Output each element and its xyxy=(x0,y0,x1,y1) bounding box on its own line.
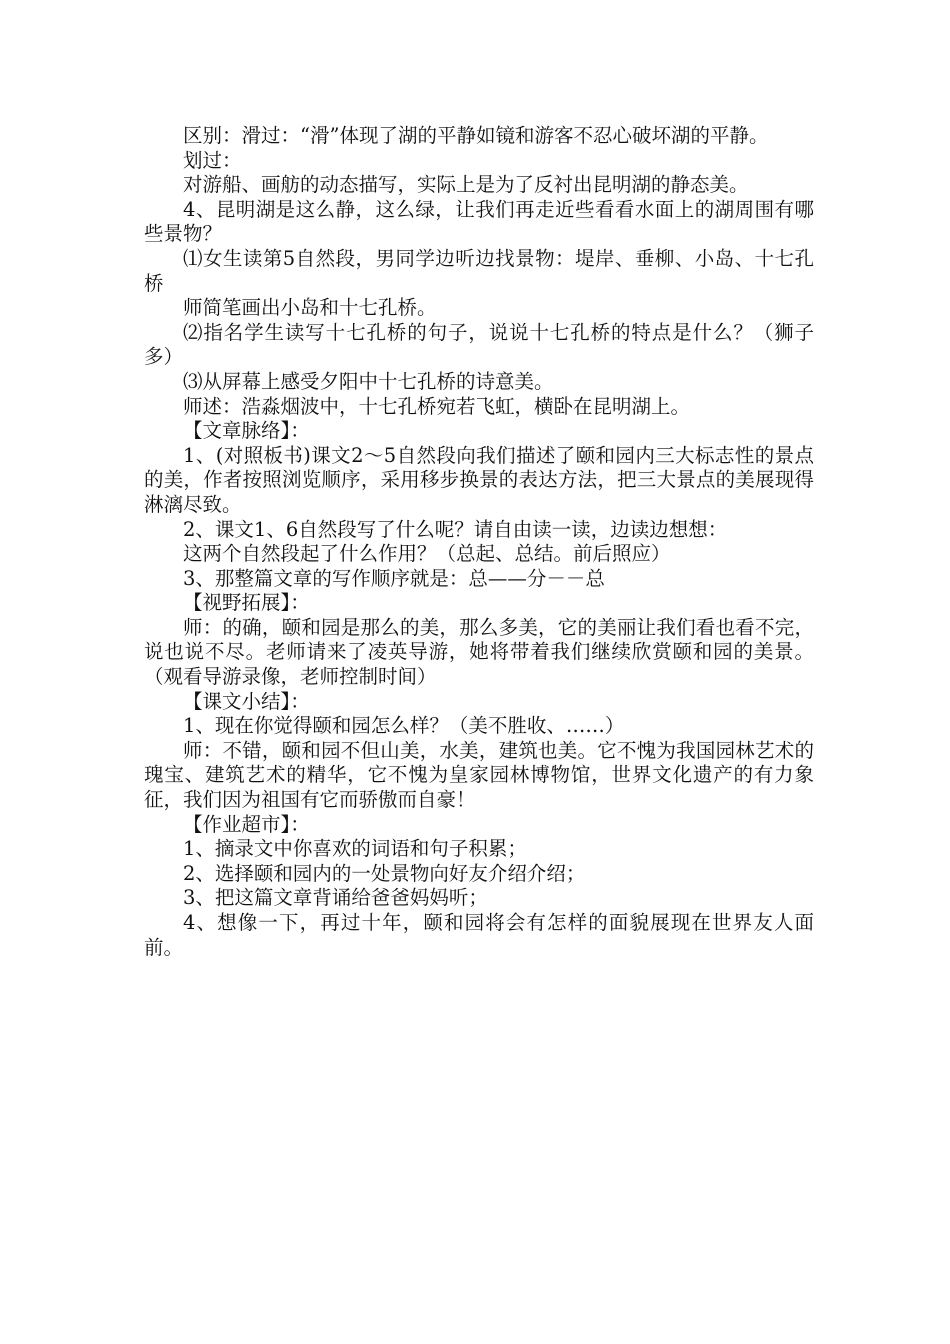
document-body xyxy=(144,124,814,960)
paragraph-dynamic-description: 对游船、画舫的动态描写，实际上是为了反衬出昆明湖的静态美。 xyxy=(183,173,749,197)
paragraph-structure-2b: 这两个自然段起了什么作用？（总起、总结。前后照应） xyxy=(183,542,671,566)
section-heading-homework: 【作业超市】： xyxy=(183,812,310,836)
paragraph-extension: 师：的确，颐和园是那么的美，那么多美，它的美丽让我们看也看不完，说也说不尽。老师请来了凌英导游，她将带着我们继续欣赏颐和园的美景。（观看导游录像，老师控制时间） xyxy=(144,615,814,689)
paragraph-huaguo: 划过： xyxy=(183,148,242,172)
paragraph-question-4: 4、昆明湖是这么静，这么绿，让我们再走近些看看水面上的湖周围有哪些景物？ xyxy=(144,197,814,246)
paragraph-structure-2: 2、课文1、6自然段写了什么呢？请自由读一读，边读边想想： xyxy=(183,517,728,541)
homework-item-4: 4、想像一下，再过十年，颐和园将会有怎样的面貌展现在世界友人面前。 xyxy=(144,911,814,959)
homework-item-3: 3、把这篇文章背诵给爸爸妈妈听； xyxy=(183,886,488,910)
section-heading-extension: 【视野拓展】： xyxy=(183,591,310,615)
paragraph-distinction: 区别：滑过：“滑”体现了湖的平静如镜和游客不忍心破坏湖的平静。 xyxy=(183,124,769,147)
paragraph-step-2: ⑵指名学生读写十七孔桥的句子，说说十七孔桥的特点是什么？（狮子多） xyxy=(144,320,814,369)
homework-item-1: 1、摘录文中你喜欢的词语和句子积累； xyxy=(183,837,527,861)
homework-item-2: 2、选择颐和园内的一处景物向好友介绍介绍； xyxy=(183,861,586,885)
paragraph-structure-3: 3、那整篇文章的写作顺序就是：总——分－－总 xyxy=(183,566,605,590)
section-heading-summary: 【课文小结】： xyxy=(183,689,310,713)
paragraph-summary-2: 师：不错，颐和园不但山美，水美，建筑也美。它不愧为我国园林艺术的瑰宝、建筑艺术的精华，它不愧为皇家园林博物馆，世界文化遗产的有力象征，我们因为祖国有它而骄傲而自豪！ xyxy=(144,738,814,812)
paragraph-step-3: ⑶从屏幕上感受夕阳中十七孔桥的诗意美。 xyxy=(183,369,554,393)
section-heading-structure: 【文章脉络】： xyxy=(183,419,310,443)
paragraph-structure-1: 1、(对照板书)课文2～5自然段向我们描述了颐和园内三大标志性的景点的美，作者按照浏览顺序，采用移步换景的表达方法，把三大景点的美展现得淋漓尽致。 xyxy=(144,443,814,516)
paragraph-teacher-narration: 师述：浩淼烟波中，十七孔桥宛若飞虹，横卧在昆明湖上。 xyxy=(183,394,691,418)
paragraph-step-1: ⑴女生读第5自然段，男同学边听边找景物：堤岸、垂柳、小岛、十七孔桥 xyxy=(144,246,814,295)
paragraph-sketch: 师简笔画出小岛和十七孔桥。 xyxy=(183,296,437,320)
paragraph-summary-1: 1、现在你觉得颐和园怎么样？（美不胜收、……） xyxy=(183,714,625,738)
